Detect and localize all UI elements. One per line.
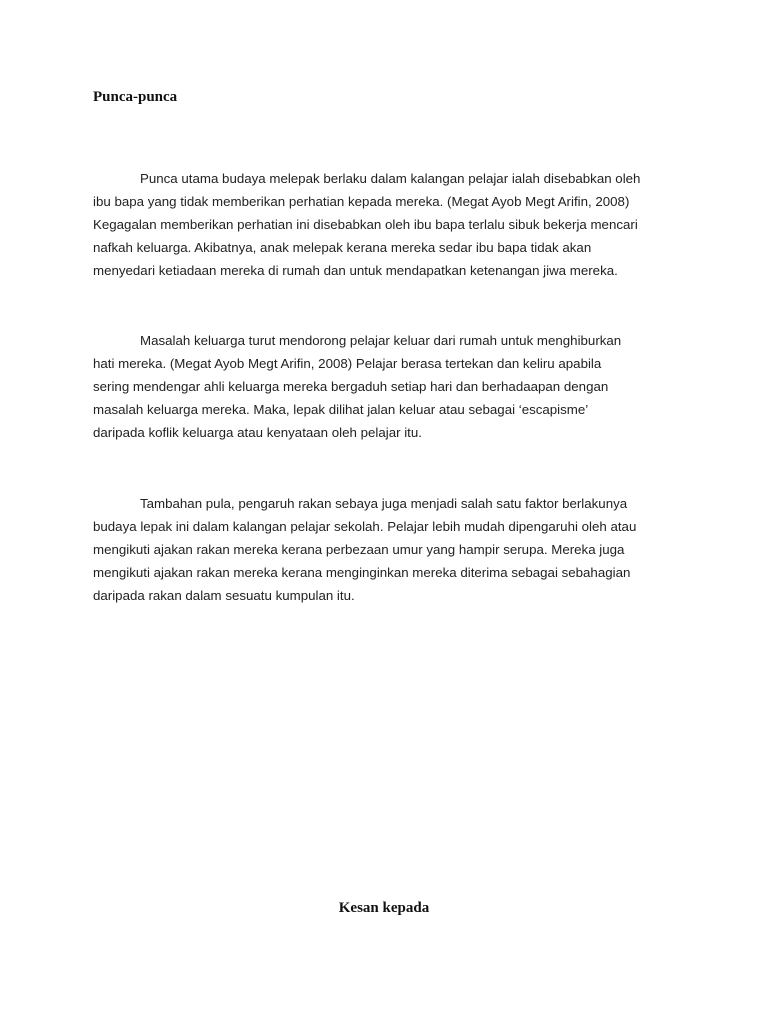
paragraph-1 [93, 167, 683, 282]
paragraph-line: mengikuti ajakan rakan mereka kerana perbezaan umur yang hampir serupa. Mereka juga [93, 542, 625, 557]
paragraph-line: budaya lepak ini dalam kalangan pelajar sekolah. Pelajar lebih mudah dipengaruhi oleh atau [93, 519, 637, 534]
paragraph-line: hati mereka. (Megat Ayob Megt Arifin, 2008) Pelajar berasa tertekan dan keliru apabila [93, 356, 602, 371]
paragraph-line: Masalah keluarga turut mendorong pelajar keluar dari rumah untuk menghiburkan [140, 333, 622, 348]
section-heading: Punca-punca [93, 89, 178, 105]
paragraph-line: sering mendengar ahli keluarga mereka bergaduh setiap hari dan berhadaapan dengan [93, 379, 609, 394]
paragraph-line: daripada rakan dalam sesuatu kumpulan itu. [93, 588, 355, 603]
paragraph-2 [93, 329, 683, 444]
paragraph-line: Punca utama budaya melepak berlaku dalam kalangan pelajar ialah disebabkan oleh [140, 171, 641, 186]
paragraph-line: masalah keluarga mereka. Maka, lepak dilihat jalan keluar atau sebagai ‘escapisme’ [93, 402, 589, 417]
paragraph-line: Kegagalan memberikan perhatian ini disebabkan oleh ibu bapa terlalu sibuk bekerja mencari [93, 217, 638, 232]
paragraph-line: ibu bapa yang tidak memberikan perhatian kepada mereka. (Megat Ayob Megt Arifin, 2008) [93, 194, 630, 209]
paragraph-3 [93, 492, 683, 607]
paragraph-line: nafkah keluarga. Akibatnya, anak melepak kerana mereka sedar ibu bapa tidak akan [93, 240, 592, 255]
paragraph-line: daripada koflik keluarga atau kenyataan oleh pelajar itu. [93, 425, 422, 440]
paragraph-line: mengikuti ajakan rakan mereka kerana menginginkan mereka diterima sebagai sebahagian [93, 565, 631, 580]
next-section-heading: Kesan kepada [338, 900, 430, 916]
paragraph-line: menyedari ketiadaan mereka di rumah dan untuk mendapatkan ketenangan jiwa mereka. [93, 263, 618, 278]
paragraph-line: Tambahan pula, pengaruh rakan sebaya juga menjadi salah satu faktor berlakunya [140, 496, 628, 511]
